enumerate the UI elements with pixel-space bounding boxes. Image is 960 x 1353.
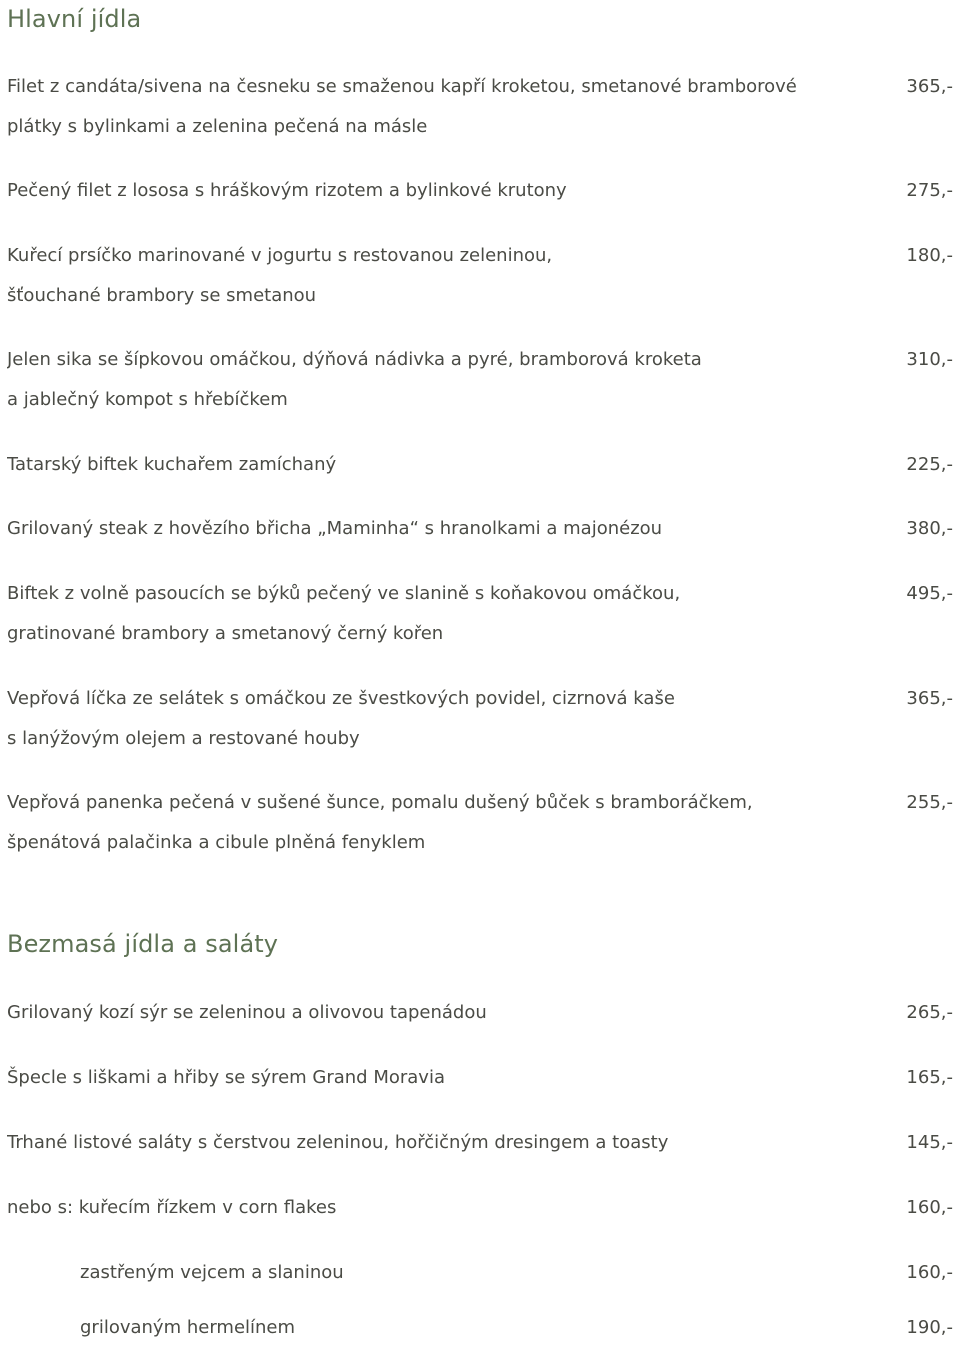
menu-item-price: 225,-	[906, 454, 953, 475]
menu-item-line: Pečený filet z lososa s hráškovým rizotem a bylinkové krutony	[7, 180, 567, 201]
menu-item-line: Trhané listové saláty s čerstvou zeleninou, hořčičným dresingem a toasty	[7, 1132, 669, 1153]
menu-item-price: 165,-	[906, 1067, 953, 1088]
menu-item-price: 180,-	[906, 245, 953, 266]
menu-item-line: Grilovaný steak z hovězího břicha „Maminha“ s hranolkami a majonézou	[7, 518, 663, 539]
menu-item	[7, 993, 955, 1033]
menu-item-option	[7, 1253, 955, 1293]
menu-item-price: 365,-	[906, 76, 953, 97]
menu-item-description	[7, 67, 867, 147]
menu-item-line: Kuřecí prsíčko marinované v jogurtu s restovanou zeleninou,	[7, 245, 553, 266]
menu-item-price: 255,-	[906, 792, 953, 813]
menu-item-description	[7, 1253, 940, 1293]
menu-item-line: zastřeným vejcem a slaninou	[80, 1262, 344, 1283]
menu-item-description	[7, 1188, 867, 1228]
menu-item-line: Vepřová líčka ze selátek s omáčkou ze švestkových povidel, cizrnová kaše	[7, 688, 675, 709]
menu-item-line: Biftek z volně pasoucích se býků pečený ve slanině s koňakovou omáčkou,	[7, 583, 681, 604]
menu-item-price: 190,-	[906, 1317, 953, 1338]
menu-item-line: Špecle s liškami a hřiby se sýrem Grand Moravia	[7, 1067, 445, 1088]
menu-item-line: Grilovaný kozí sýr se zeleninou a olivovou tapenádou	[7, 1002, 487, 1023]
menu-item	[7, 783, 955, 863]
menu-item-price: 310,-	[906, 349, 953, 370]
menu-item-description	[7, 679, 867, 759]
menu-item-line: s lanýžovým olejem a restované houby	[7, 728, 360, 749]
menu-item	[7, 574, 955, 654]
menu-item-description	[7, 574, 867, 654]
menu-item-description	[7, 1308, 940, 1348]
menu-item-price: 145,-	[906, 1132, 953, 1153]
menu-item	[7, 1123, 955, 1163]
menu-item	[7, 445, 955, 485]
menu-item-option	[7, 1308, 955, 1348]
menu-item	[7, 509, 955, 549]
menu-item	[7, 340, 955, 420]
menu-item-description	[7, 171, 867, 211]
menu-item-line: plátky s bylinkami a zelenina pečená na másle	[7, 116, 428, 137]
menu-item	[7, 679, 955, 759]
menu-item	[7, 1058, 955, 1098]
menu-item	[7, 1188, 955, 1228]
menu-item-price: 275,-	[906, 180, 953, 201]
menu-item	[7, 236, 955, 316]
menu-item-description	[7, 993, 867, 1033]
menu-item-line: a jablečný kompot s hřebíčkem	[7, 389, 288, 410]
menu-item-description	[7, 1123, 867, 1163]
menu-item-description	[7, 445, 867, 485]
menu-item-description	[7, 340, 867, 420]
menu-item-line: grilovaným hermelínem	[80, 1317, 296, 1338]
section-title-meatless-dishes: Bezmasá jídla a saláty	[7, 930, 279, 958]
menu-item-line: Filet z candáta/sivena na česneku se smaženou kapří kroketou, smetanové bramborové	[7, 76, 797, 97]
menu-item-price: 365,-	[906, 688, 953, 709]
menu-item-line: špenátová palačinka a cibule plněná fenyklem	[7, 832, 426, 853]
menu-item-price: 380,-	[906, 518, 953, 539]
menu-item-line: Tatarský biftek kuchařem zamíchaný	[7, 454, 337, 475]
menu-item	[7, 67, 955, 147]
menu-item-description	[7, 509, 867, 549]
menu-item-line: šťouchané brambory se smetanou	[7, 285, 317, 306]
menu-item-price: 160,-	[906, 1197, 953, 1218]
menu-item-line: gratinované brambory a smetanový černý kořen	[7, 623, 444, 644]
menu-item-line: nebo s: kuřecím řízkem v corn flakes	[7, 1197, 337, 1218]
menu-item-line: Vepřová panenka pečená v sušené šunce, pomalu dušený bůček s bramboráčkem,	[7, 792, 753, 813]
menu-item-price: 265,-	[906, 1002, 953, 1023]
menu-item-description	[7, 783, 867, 863]
section-title-main-dishes: Hlavní jídla	[7, 5, 142, 33]
menu-item-price: 160,-	[906, 1262, 953, 1283]
menu-item	[7, 171, 955, 211]
menu-item-price: 495,-	[906, 583, 953, 604]
menu-item-line: Jelen sika se šípkovou omáčkou, dýňová nádivka a pyré, bramborová kroketa	[7, 349, 702, 370]
menu-item-description	[7, 1058, 867, 1098]
menu-item-description	[7, 236, 867, 316]
